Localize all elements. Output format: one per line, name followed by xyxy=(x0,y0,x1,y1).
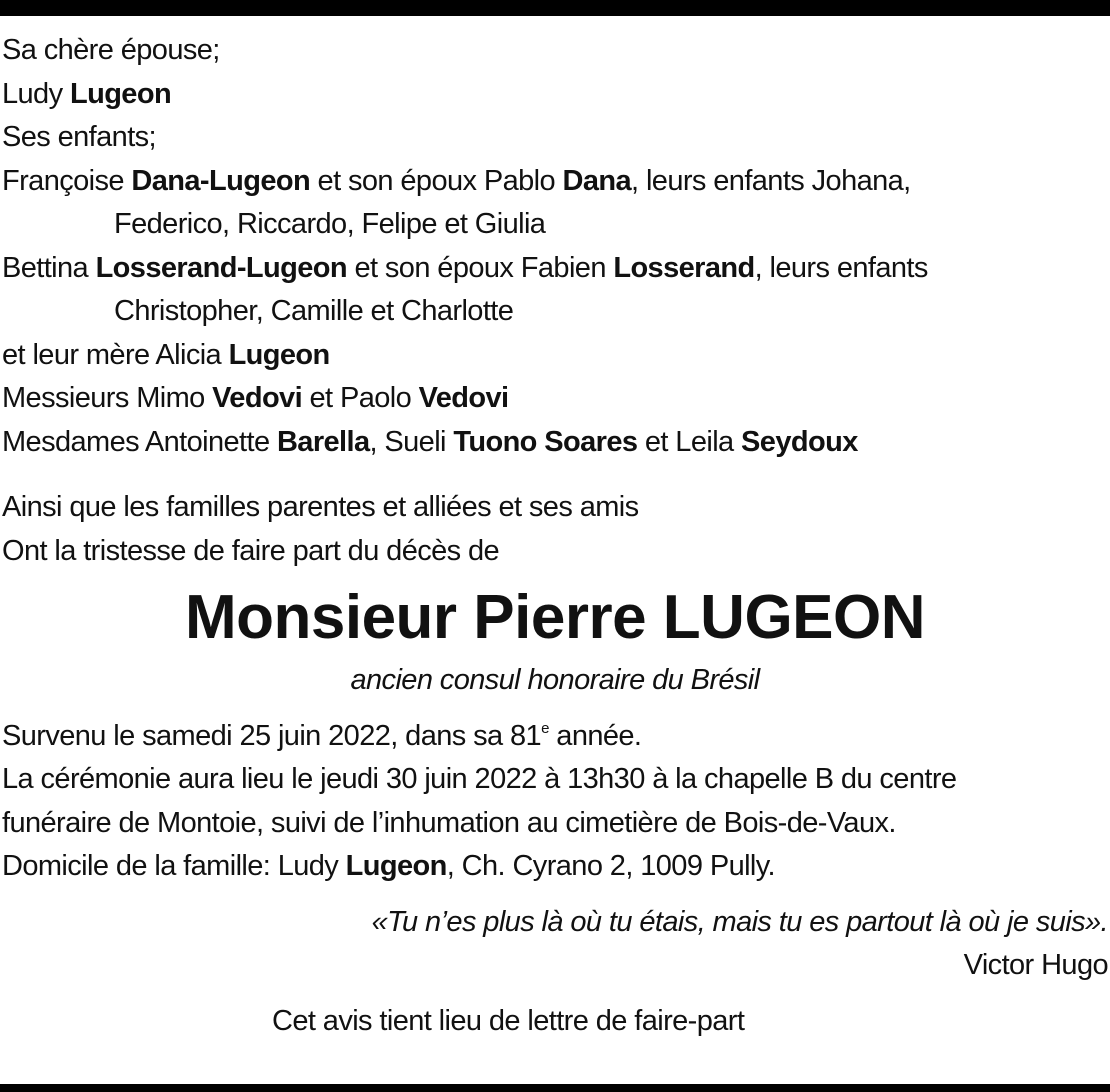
ceremony-line-1: La cérémonie aura lieu le jeudi 30 juin 2022 à 13h30 à la chapelle B du centre xyxy=(2,763,957,795)
mother-line: et leur mère Alicia Lugeon xyxy=(2,338,330,371)
child1-line: Françoise Dana-Lugeon et son époux Pablo Dana, leurs enfants Johana, xyxy=(2,164,911,197)
mesdames-line: Mesdames Antoinette Barella, Sueli Tuono Soares et Leila Seydoux xyxy=(2,425,858,458)
intro-line-1: Ainsi que les familles parentes et alliées et ses amis xyxy=(2,491,639,523)
child2-line: Bettina Losserand-Lugeon et son époux Fabien Losserand, leurs enfants xyxy=(2,251,928,284)
child1-kids: Federico, Riccardo, Felipe et Giulia xyxy=(114,208,546,240)
children-label: Ses enfants; xyxy=(2,121,157,153)
wife-label: Sa chère épouse; xyxy=(2,34,220,66)
wife-name: Ludy Lugeon xyxy=(2,77,172,110)
deceased-name: Monsieur Pierre LUGEON xyxy=(184,583,926,652)
obituary-notice xyxy=(2,29,1108,1043)
quote-text: «Tu n’es plus là où tu étais, mais tu es partout là où je suis». xyxy=(371,905,1108,938)
child2-kids: Christopher, Camille et Charlotte xyxy=(114,295,514,327)
death-date-line: Survenu le samedi 25 juin 2022, dans sa 81e année. xyxy=(2,719,642,752)
quote-author: Victor Hugo xyxy=(963,949,1108,981)
deceased-title: ancien consul honoraire du Brésil xyxy=(350,664,760,696)
closing-note: Cet avis tient lieu de lettre de faire-part xyxy=(272,1004,745,1037)
intro-line-2: Ont la tristesse de faire part du décès de xyxy=(2,534,500,567)
messieurs-line: Messieurs Mimo Vedovi et Paolo Vedovi xyxy=(2,382,509,414)
domicile-line: Domicile de la famille: Ludy Lugeon, Ch. Cyrano 2, 1009 Pully. xyxy=(2,850,775,882)
top-rule xyxy=(0,0,1110,16)
ceremony-line-2: funéraire de Montoie, suivi de l’inhumation au cimetière de Bois-de-Vaux. xyxy=(2,806,896,839)
spacer xyxy=(2,464,1108,486)
bottom-rule xyxy=(0,1084,1110,1092)
